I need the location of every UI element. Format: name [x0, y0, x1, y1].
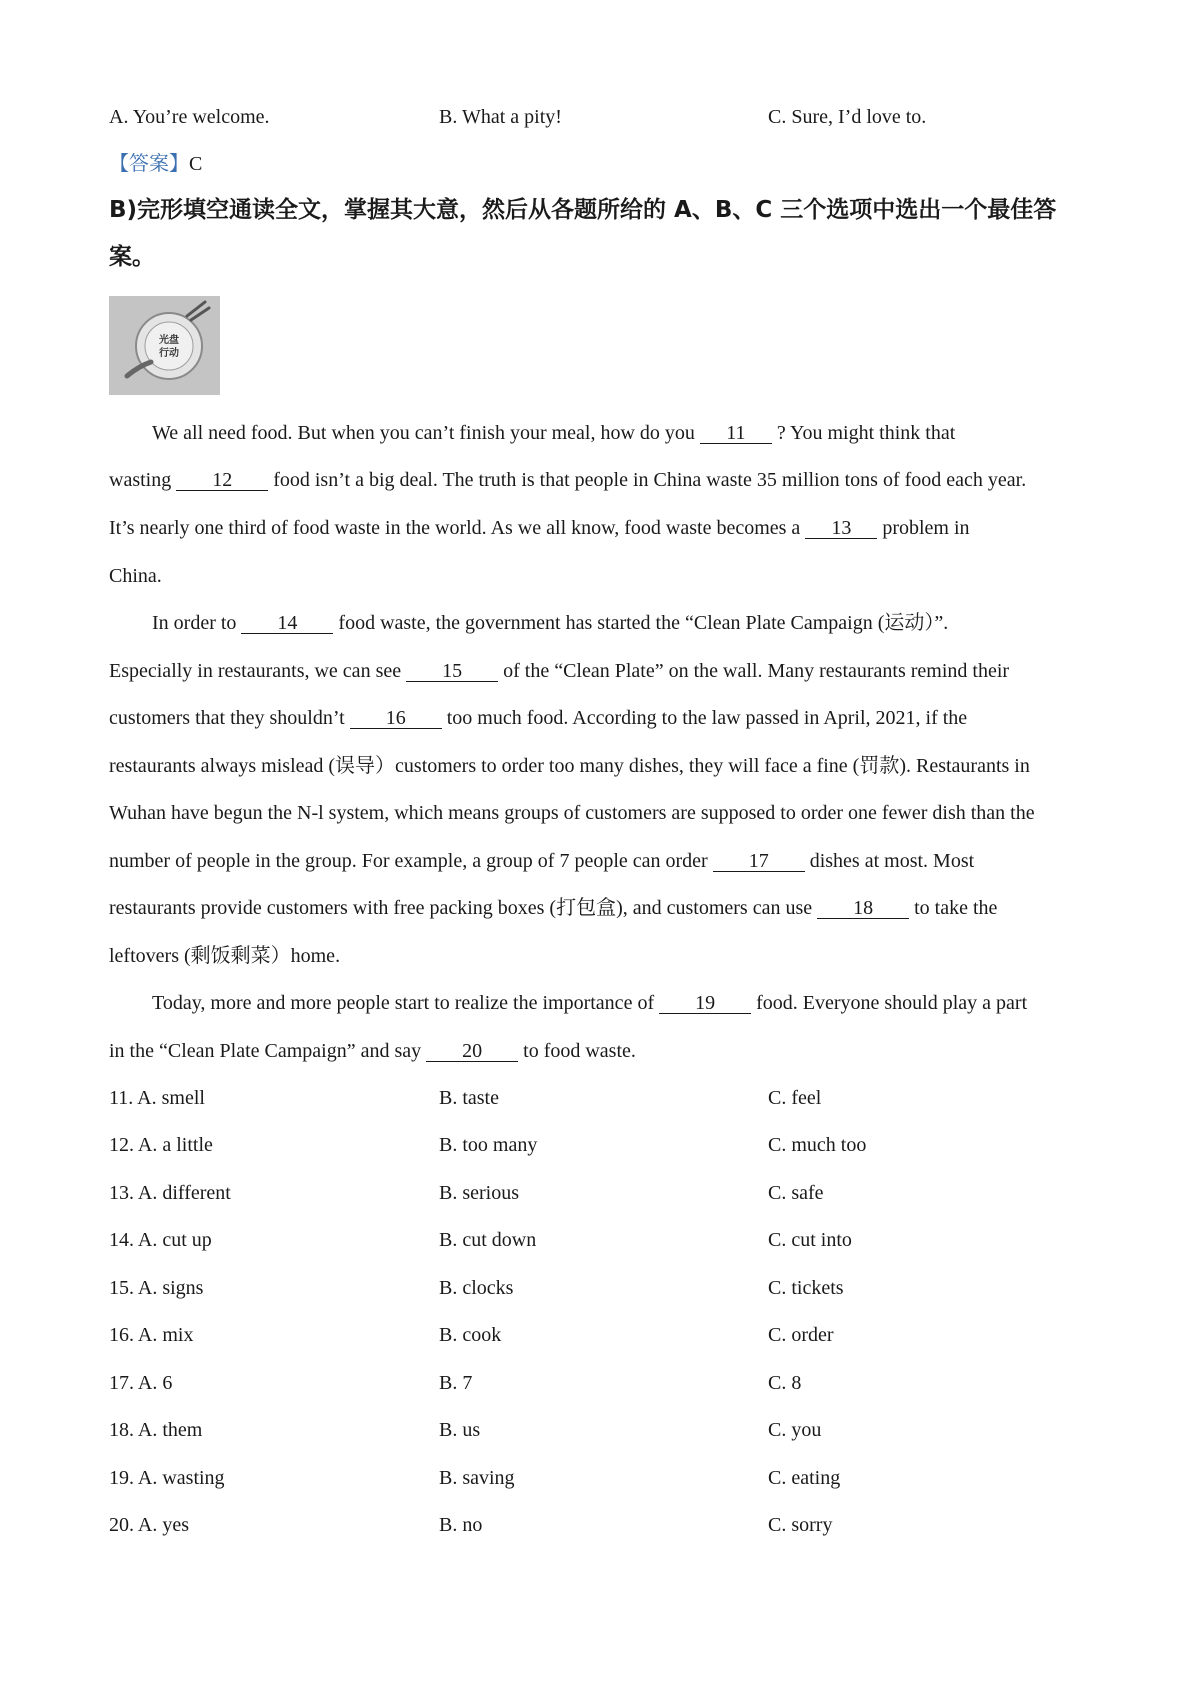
passage-line-7: customers that they shouldn’t 16 too much food. According to the law passed in April, 2021, if the: [109, 707, 968, 729]
blank-12: 12: [176, 470, 268, 491]
passage-line-11: restaurants provide customers with free packing boxes (打包盒), and customers can use 18 to take the: [109, 897, 998, 919]
question-option-b: B. saving: [439, 1467, 515, 1489]
option-a: A. You’re welcome.: [109, 106, 270, 128]
question-row: [109, 1371, 1109, 1397]
question-option-c: C. you: [768, 1419, 822, 1441]
question-option-b: B. cook: [439, 1324, 502, 1346]
blank-17: 17: [713, 851, 805, 872]
question-row: [109, 1276, 1109, 1302]
question-row: [109, 1086, 1109, 1112]
question-option-a: 14. A. cut up: [109, 1229, 212, 1251]
answer-tag: 【答案】: [109, 153, 189, 175]
question-option-c: C. safe: [768, 1182, 824, 1204]
question-option-b: B. cut down: [439, 1229, 537, 1251]
passage-line-9: Wuhan have begun the N-l system, which means groups of customers are supposed to order one fewer dish than the: [109, 802, 1035, 824]
blank-20: 20: [426, 1041, 518, 1062]
passage-line-5: In order to 14 food waste, the government has started the “Clean Plate Campaign (运动）”.: [152, 612, 949, 634]
question-option-b: B. too many: [439, 1134, 538, 1156]
question-option-b: B. 7: [439, 1372, 473, 1394]
question-option-c: C. feel: [768, 1087, 822, 1109]
question-option-a: 18. A. them: [109, 1419, 203, 1441]
question-option-a: 19. A. wasting: [109, 1467, 225, 1489]
question-option-b: B. serious: [439, 1182, 519, 1204]
passage-line-2: wasting 12 food isn’t a big deal. The truth is that people in China waste 35 million tons of food each year.: [109, 469, 1027, 491]
question-option-b: B. clocks: [439, 1277, 514, 1299]
question-option-a: 13. A. different: [109, 1182, 231, 1204]
question-option-c: C. cut into: [768, 1229, 852, 1251]
top-options-row: [109, 105, 1109, 131]
question-row: [109, 1466, 1109, 1492]
passage-line-6: Especially in restaurants, we can see 15 of the “Clean Plate” on the wall. Many restaurants remind their: [109, 660, 1010, 682]
question-option-a: 15. A. signs: [109, 1277, 204, 1299]
question-row: [109, 1513, 1109, 1539]
question-option-c: C. eating: [768, 1467, 841, 1489]
question-option-b: B. us: [439, 1419, 481, 1441]
question-option-c: C. sorry: [768, 1514, 833, 1536]
blank-14: 14: [241, 613, 333, 634]
question-option-c: C. tickets: [768, 1277, 844, 1299]
passage-line-3: It’s nearly one third of food waste in the world. As we all know, food waste becomes a 13 problem in: [109, 517, 970, 539]
question-option-a: 11. A. smell: [109, 1087, 205, 1109]
blank-11: 11: [700, 423, 772, 444]
blank-13: 13: [805, 518, 877, 539]
option-b: B. What a pity!: [439, 106, 562, 128]
option-c: C. Sure, I’d love to.: [768, 106, 927, 128]
blank-15: 15: [406, 661, 498, 682]
question-option-c: C. 8: [768, 1372, 802, 1394]
section-heading: [109, 187, 1099, 281]
question-row: [109, 1228, 1109, 1254]
question-row: [109, 1181, 1109, 1207]
question-row: [109, 1323, 1109, 1349]
passage-line-10: number of people in the group. For example, a group of 7 people can order 17 dishes at most. Most: [109, 850, 975, 872]
passage-line-12: leftovers (剩饭剩菜）home.: [109, 945, 341, 967]
passage-line-8: restaurants always mislead (误导）customers to order too many dishes, they will face a fine (罚款). Restaurants in: [109, 755, 1030, 777]
section-heading-line2: 案。: [109, 244, 155, 270]
blank-16: 16: [350, 708, 442, 729]
question-option-b: B. no: [439, 1514, 483, 1536]
question-row: [109, 1133, 1109, 1159]
clean-plate-campaign-image: [109, 296, 220, 395]
question-option-c: C. order: [768, 1324, 834, 1346]
passage-line-4: China.: [109, 565, 162, 587]
logo-text-1: 光盘: [159, 335, 179, 346]
question-option-b: B. taste: [439, 1087, 499, 1109]
section-heading-line1: B)完形填空通读全文，掌握其大意，然后从各题所给的 A、B、C 三个选项中选出一个最佳答: [109, 197, 1057, 223]
question-option-c: C. much too: [768, 1134, 867, 1156]
question-row: [109, 1418, 1109, 1444]
answer-value: C: [189, 153, 203, 175]
question-option-a: 12. A. a little: [109, 1134, 213, 1156]
answer-line: [109, 152, 202, 176]
question-option-a: 16. A. mix: [109, 1324, 194, 1346]
passage-line-13: Today, more and more people start to realize the importance of 19 food. Everyone should play a part: [152, 992, 1028, 1014]
question-option-a: 17. A. 6: [109, 1372, 173, 1394]
passage-line-14: in the “Clean Plate Campaign” and say 20 to food waste.: [109, 1040, 636, 1062]
logo-text-2: 行动: [159, 348, 179, 359]
blank-18: 18: [817, 898, 909, 919]
passage-line-1: We all need food. But when you can’t finish your meal, how do you 11 ? You might think that: [152, 422, 956, 444]
question-option-a: 20. A. yes: [109, 1514, 189, 1536]
blank-19: 19: [659, 993, 751, 1014]
plate-illustration: [109, 296, 220, 395]
